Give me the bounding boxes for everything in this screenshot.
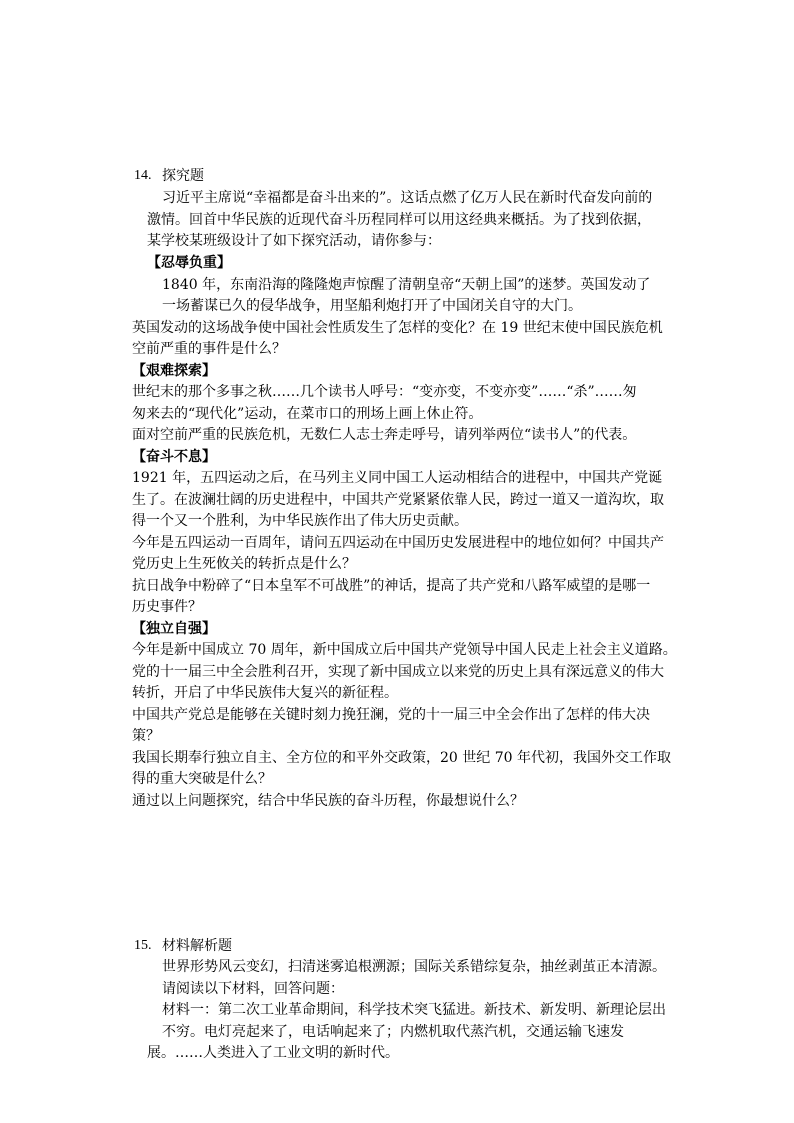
s4-final-question: 通过以上问题探究，结合中华民族的奋斗历程，你最想说什么？ — [132, 793, 524, 809]
s4-question2-line-1: 我国长期奉行独立自主、全方位的和平外交政策，20 世纪 70 年代初，我国外交工作取 — [132, 750, 671, 766]
section-heading-2: 【艰难探索】 — [132, 363, 216, 379]
material1-line-3: 展。……人类进入了工业文明的新时代。 — [147, 1045, 399, 1061]
s2-text-line-2: 匆来去的“现代化”运动，在菜市口的刑场上画上休止符。 — [132, 406, 483, 422]
s4-question2-line-2: 得的重大突破是什么？ — [132, 771, 272, 787]
s1-question-line-2: 空前严重的事件是什么？ — [132, 341, 286, 357]
q15-intro-line-2: 请阅读以下材料，回答问题： — [162, 981, 344, 997]
s1-text-line-1: 1840 年，东南沿海的隆隆炮声惊醒了清朝皇帝“天朝上国”的迷梦。英国发动了 — [162, 277, 651, 293]
q15-intro-line-1: 世界形势风云变幻，扫清迷雾追根溯源；国际关系错综复杂，抽丝剥茧正本清源。 — [162, 959, 666, 975]
material1-line-1: 材料一：第二次工业革命期间，科学技术突飞猛进。新技术、新发明、新理论层出 — [162, 1002, 666, 1018]
s1-text-line-2: 一场蓄谋已久的侵华战争，用坚船利炮打开了中国闭关自守的大门。 — [162, 298, 582, 314]
s3-question2-line-1: 抗日战争中粉碎了“日本皇军不可战胜”的神话，提高了共产党和八路军威望的是哪一 — [132, 578, 651, 594]
s3-text-line-1: 1921 年，五四运动之后，在马列主义同中国工人运动相结合的进程中，中国共产党诞 — [132, 470, 663, 486]
s3-question2-line-2: 历史事件？ — [132, 599, 202, 615]
q14-intro-line-2: 激情。回首中华民族的近现代奋斗历程同样可以用这经典来概括。为了找到依据， — [147, 212, 651, 228]
s3-text-line-3: 得一个又一个胜利，为中华民族作出了伟大历史贡献。 — [132, 513, 468, 529]
s4-text-line-3: 转折，开启了中华民族伟大复兴的新征程。 — [132, 685, 398, 701]
s1-question-line-1: 英国发动的这场战争使中国社会性质发生了怎样的变化？在 19 世纪末使中国民族危机 — [132, 320, 663, 336]
s3-question1-line-2: 党历史上生死攸关的转折点是什么？ — [132, 556, 356, 572]
s2-question-line-1: 面对空前严重的民族危机，无数仁人志士奔走呼号，请列举两位“读书人”的代表。 — [132, 427, 637, 443]
q14-type: 探究题 — [162, 168, 204, 184]
s3-question1-line-1: 今年是五四运动一百周年，请问五四运动在中国历史发展进程中的地位如何？中国共产 — [132, 535, 664, 551]
s4-text-line-2: 党的十一届三中全会胜利召开，实现了新中国成立以来党的历史上具有深远意义的伟大 — [132, 664, 664, 680]
section-heading-1: 【忍辱负重】 — [147, 255, 231, 271]
material1-line-2: 不穷。电灯亮起来了，电话响起来了；内燃机取代蒸汽机，交通运输飞速发 — [162, 1024, 624, 1040]
s4-text-line-1: 今年是新中国成立 70 周年，新中国成立后中国共产党领导中国人民走上社会主义道路。 — [132, 642, 677, 658]
q15-type: 材料解析题 — [162, 938, 232, 954]
s3-text-line-2: 生了。在波澜壮阔的历史进程中，中国共产党紧紧依靠人民，跨过一道又一道沟坎，取 — [132, 492, 664, 508]
s4-question1-line-2: 策？ — [132, 728, 160, 744]
s4-question1-line-1: 中国共产党总是能够在关键时刻力挽狂澜，党的十一届三中全会作出了怎样的伟大决 — [132, 707, 650, 723]
q14-intro-line-3: 某学校某班级设计了如下探究活动，请你参与： — [147, 233, 441, 249]
section-heading-4: 【独立自强】 — [132, 621, 216, 637]
s2-text-line-1: 世纪末的那个多事之秋……几个读书人呼号：“变亦变，不变亦变”……“杀”……匆 — [132, 384, 637, 400]
q15-number: 15. — [134, 938, 152, 953]
section-heading-3: 【奋斗不息】 — [132, 449, 216, 465]
q14-intro-line-1: 习近平主席说“幸福都是奋斗出来的”。这话点燃了亿万人民在新时代奋发向前的 — [162, 190, 653, 206]
q14-number: 14. — [134, 168, 152, 183]
